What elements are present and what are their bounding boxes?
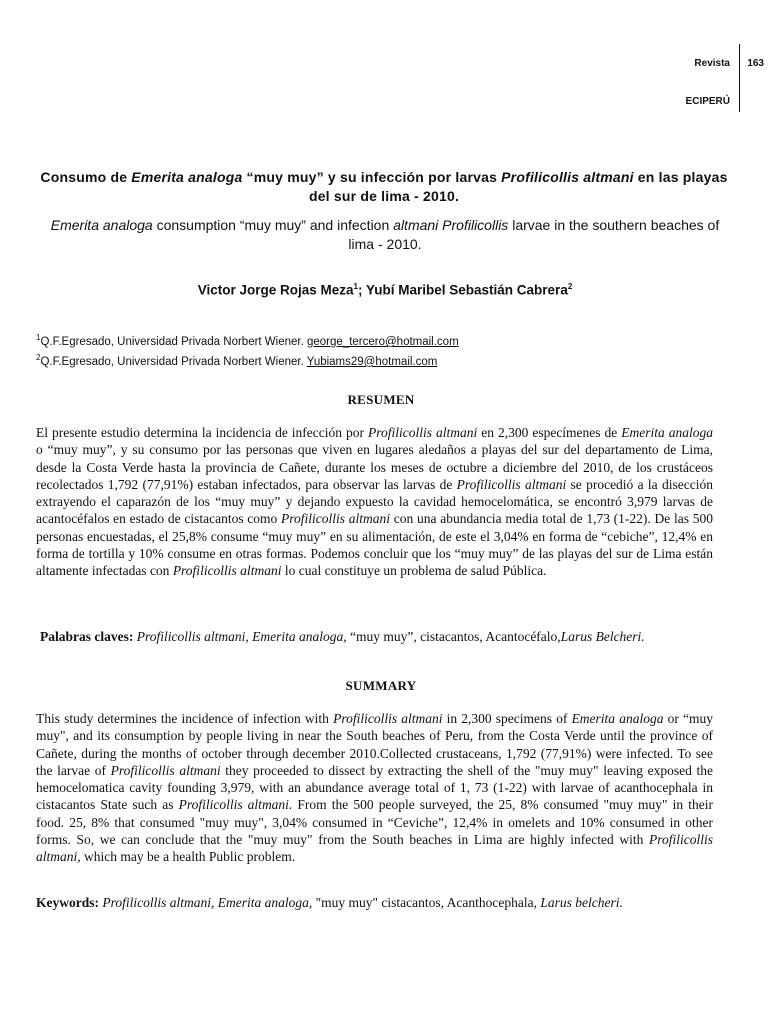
body-text: This study determines the incidence of infection with	[36, 711, 334, 726]
keywords-label: Palabras claves:	[40, 629, 134, 644]
palabras-claves	[36, 628, 713, 645]
keywords-italic: Larus Belcheri.	[560, 629, 645, 644]
header-divider	[739, 44, 740, 112]
keywords-text: “muy muy”, cistacantos, Acantocéfalo,	[346, 629, 561, 644]
species-name: Profilicollis altmani	[281, 511, 391, 527]
affil-text: Q.F.Egresado, Universidad Privada Norbert Wiener.	[40, 335, 307, 348]
author-name: Victor Jorge Rojas Meza	[197, 282, 354, 298]
affil-mark: 2	[36, 352, 41, 362]
author-affil-mark: 1	[353, 282, 358, 291]
body-text: From the 500 people surveyed, the 25, 8% consumed "muy muy" in their food. 25, 8% that consumed "muy muy", 3,04% consumed in “Ceviche”, 12,4% in omelets and 10% consumed in other forms. So, we can conclude that the "muy muy" from the South beaches in Lima are highly infected with	[36, 797, 713, 848]
journal-header	[648, 44, 768, 114]
author-list	[40, 282, 730, 298]
title-spanish	[30, 168, 738, 206]
affiliation-line	[36, 350, 459, 370]
title-en-species: Emerita analoga	[50, 217, 153, 233]
body-text: in 2,300 specimens of	[442, 711, 572, 726]
body-text: which may be a health Public problem.	[80, 849, 296, 865]
species-name: Emerita analoga	[621, 425, 713, 440]
body-text: lo cual constituye un problema de salud Pública.	[281, 563, 547, 579]
page-number: 163	[747, 58, 764, 69]
title-en-text: larvae in the southern beaches of lima - 2010.	[348, 217, 720, 252]
affiliations	[36, 330, 459, 370]
author-affil-mark: 2	[567, 282, 573, 291]
journal-short-name: ECIPERÚ	[685, 96, 730, 107]
keywords	[36, 894, 713, 911]
affil-mark: 1	[36, 333, 41, 342]
email-link[interactable]: Yubiams29@hotmail.com	[306, 355, 438, 368]
journal-name: Revista	[694, 58, 730, 69]
keywords-italic: Larus belcheri.	[540, 895, 623, 910]
species-name: Profilicollis altmani,	[36, 832, 713, 865]
title-es-text: “muy muy” y su infección por larvas	[242, 169, 502, 185]
title-en-text: consumption “muy muy” and infection	[152, 217, 394, 233]
body-text: or “muy muy", and its consumption by people living in near the South beaches of Peru, from the Costa Verde until the province of Cañete, during the months of october through december 2010.Collected crustaceans, 1,792 (77,91%) were infected. To see the larvae of	[36, 711, 713, 778]
species-name: Emerita analoga	[571, 711, 664, 726]
species-name: Profilicollis altmani	[333, 711, 443, 726]
affiliation-line	[36, 330, 459, 350]
body-text: they proceeded to dissect by extracting the shell of the "muy muy" leaving exposed the hemocelomatica cavity founding 3,979, with an abundance average total of 1, 73 (1-22) with larvae of acanthocephala in cistacantos State such as	[36, 762, 713, 813]
species-name: Profilicollis altmani	[172, 563, 282, 579]
title-english	[40, 216, 730, 254]
title-en-parasite: altmani Profilicollis	[393, 217, 509, 233]
resumen-body	[36, 424, 713, 580]
author-name: Yubí Maribel Sebastián Cabrera	[366, 282, 568, 298]
title-es-species: Emerita analoga	[131, 169, 243, 185]
summary-heading: SUMMARY	[345, 678, 417, 693]
keywords-italic: Profilicollis altmani, Emerita analoga,	[133, 629, 347, 644]
body-text: El presente estudio determina la incidencia de infección por	[36, 425, 368, 440]
body-text: se procedió a la disección extrayendo el caparazón de los “muy muy” y dejando expuesto la cavidad hemocelomática, se encontró 3,979 larvas de acantocéfalos en estado de cistacantos como	[36, 476, 713, 527]
species-name: Profilicollis altmani.	[178, 797, 293, 813]
body-text: con una abundancia media total de 1,73 (1-22). De las 500 personas encuestadas, el 25,8% consume “muy muy” en su alimentación, de este el 3,04% en forma de “cebiche”, 12,4% en forma de tortilla y 10% consume en otras formas. Podemos concluir que los “muy muy” de las playas del sur de Lima están altamente infectadas con	[36, 511, 713, 579]
author-separator: ;	[357, 282, 366, 298]
summary-body	[36, 710, 713, 866]
resumen-heading: RESUMEN	[347, 392, 415, 407]
species-name: Profilicollis altmani	[368, 425, 478, 440]
title-es-text: en las playas del sur de lima - 2010.	[308, 169, 728, 204]
species-name: Profilicollis altmani	[110, 762, 221, 778]
email-link[interactable]: george_tercero@hotmail.com	[307, 335, 459, 348]
keywords-label: Keywords:	[36, 895, 99, 910]
body-text: en 2,300 especímenes de	[477, 425, 622, 440]
body-text: o “muy muy”, y su consumo por las personas que viven en lugares aledaños a playas del sur del departamento de Lima, desde la Costa Verde hasta la provincia de Cañete, durante los meses de octubre a diciembre del 2010, de los crustáceos recolectados 1,792 (77,91%) estaban infectados, para observar las larvas de	[36, 442, 713, 492]
affil-text: Q.F.Egresado, Universidad Privada Norbert Wiener.	[40, 355, 307, 368]
keywords-italic: Profilicollis altmani, Emerita analoga,	[99, 895, 313, 910]
title-es-parasite: Profilicollis altmani	[501, 169, 634, 185]
species-name: Profilicollis altmani	[456, 476, 567, 492]
keywords-text: "muy muy" cistacantos, Acanthocephala,	[312, 895, 541, 910]
title-es-text: Consumo de	[40, 169, 132, 185]
